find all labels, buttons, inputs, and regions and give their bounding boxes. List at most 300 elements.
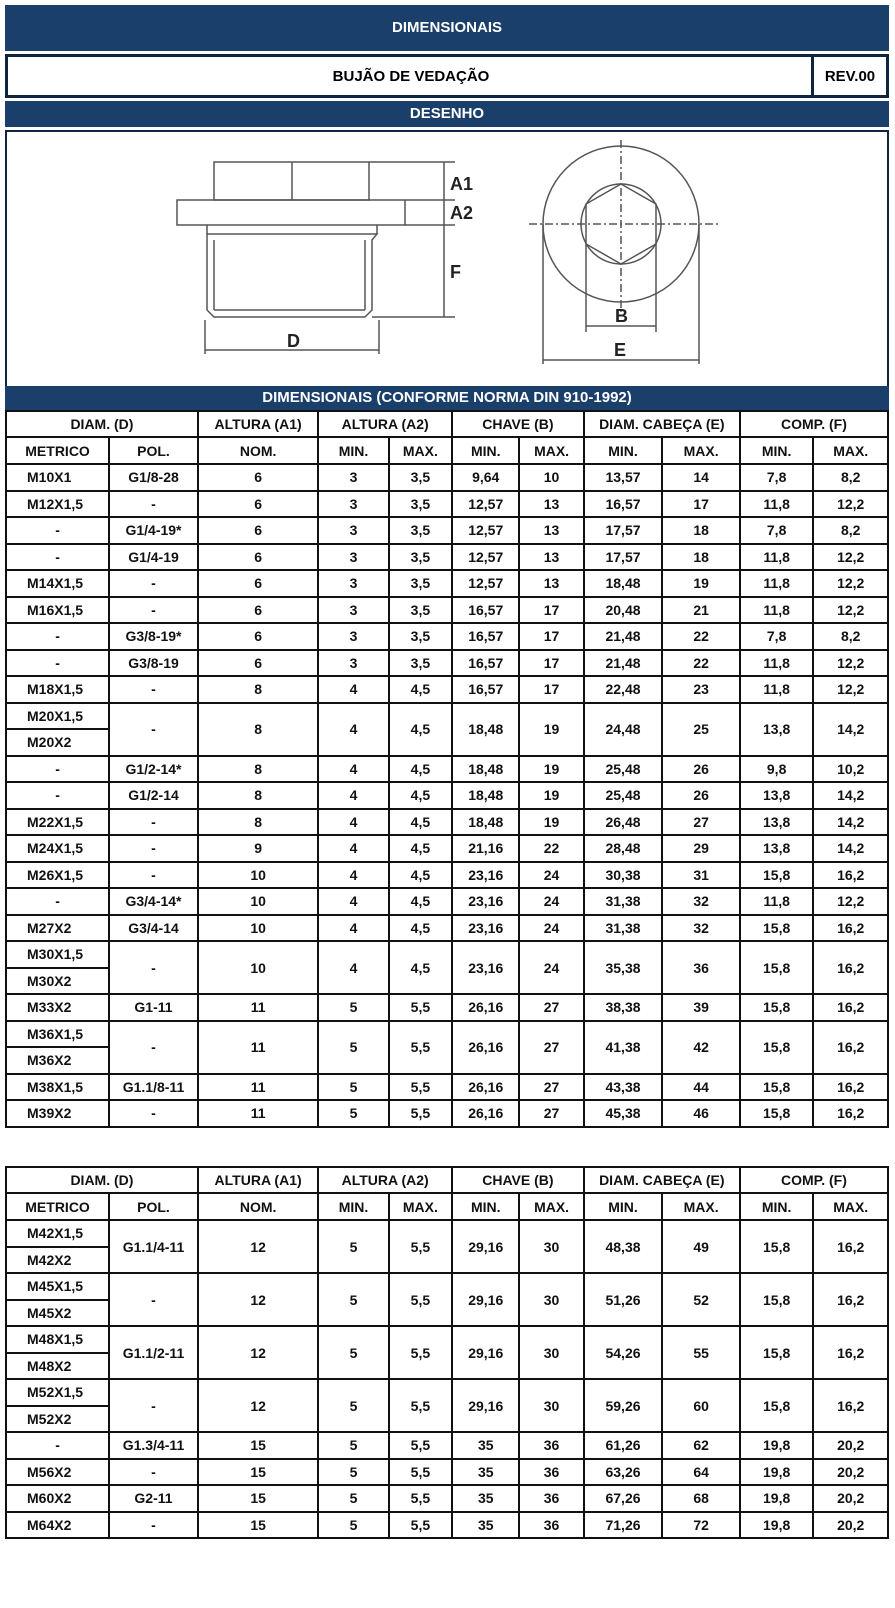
table-row <box>6 544 888 571</box>
metric-cell: - <box>6 756 109 783</box>
column-group-header: ALTURA (A2) <box>318 1167 452 1193</box>
metric-cell: M48X1,5 <box>6 1326 109 1353</box>
metric-cell: M12X1,5 <box>6 491 109 518</box>
fmax-cell: 16,2 <box>813 1100 888 1127</box>
a2max-cell: 3,5 <box>389 544 452 571</box>
metric-cell: M36X1,5 <box>6 1021 109 1048</box>
emax-cell: 19 <box>662 570 740 597</box>
a2max-cell: 3,5 <box>389 491 452 518</box>
fmin-cell: 15,8 <box>740 994 813 1021</box>
metric-cell: M20X2 <box>6 729 109 756</box>
column-group-header: ALTURA (A1) <box>198 411 318 437</box>
a1-cell: 6 <box>198 570 318 597</box>
bmin-cell: 29,16 <box>452 1326 519 1379</box>
bmax-cell: 24 <box>519 888 583 915</box>
a1-cell: 8 <box>198 756 318 783</box>
table-title: DIMENSIONAIS (CONFORME NORMA DIN 910-1992) <box>262 389 632 406</box>
pol-cell: - <box>109 1021 198 1074</box>
column-sub-header: MIN. <box>318 1193 388 1220</box>
bmin-cell: 26,16 <box>452 1074 519 1101</box>
pol-cell: G2-11 <box>109 1485 198 1512</box>
metric-cell: M30X2 <box>6 968 109 995</box>
drawing-band <box>5 101 889 127</box>
metric-cell: M18X1,5 <box>6 676 109 703</box>
product-title-box <box>5 54 889 98</box>
column-group-header: DIAM. (D) <box>6 1167 198 1193</box>
a2min-cell: 4 <box>318 703 388 756</box>
drawing-title: DESENHO <box>409 105 485 122</box>
fmax-cell: 16,2 <box>813 941 888 994</box>
bmin-cell: 12,57 <box>452 517 519 544</box>
label-e: E <box>614 340 627 360</box>
metric-cell: M45X1,5 <box>6 1273 109 1300</box>
a1-cell: 6 <box>198 464 318 491</box>
pol-cell: G3/4-14* <box>109 888 198 915</box>
emin-cell: 59,26 <box>584 1379 663 1432</box>
emin-cell: 22,48 <box>584 676 663 703</box>
column-sub-header: MIN. <box>452 437 519 464</box>
table-row <box>6 1074 888 1101</box>
table-row <box>6 570 888 597</box>
pol-cell: - <box>109 570 198 597</box>
pol-cell: G1/2-14 <box>109 782 198 809</box>
metric-cell: M33X2 <box>6 994 109 1021</box>
bmax-cell: 17 <box>519 623 583 650</box>
a2max-cell: 4,5 <box>389 676 452 703</box>
technical-drawing <box>5 130 889 396</box>
emin-cell: 13,57 <box>584 464 663 491</box>
emin-cell: 17,57 <box>584 544 663 571</box>
bmin-cell: 12,57 <box>452 570 519 597</box>
emax-cell: 29 <box>662 835 740 862</box>
column-sub-header: MIN. <box>584 437 663 464</box>
metric-cell: M24X1,5 <box>6 835 109 862</box>
a2max-cell: 5,5 <box>389 1512 452 1539</box>
label-d: D <box>287 331 300 351</box>
column-sub-header: NOM. <box>198 437 318 464</box>
emin-cell: 38,38 <box>584 994 663 1021</box>
a2min-cell: 5 <box>318 1074 388 1101</box>
a2min-cell: 3 <box>318 517 388 544</box>
a2min-cell: 5 <box>318 994 388 1021</box>
emin-cell: 24,48 <box>584 703 663 756</box>
pol-cell: G3/8-19* <box>109 623 198 650</box>
table-row <box>6 888 888 915</box>
bmin-cell: 23,16 <box>452 862 519 889</box>
fmin-cell: 15,8 <box>740 862 813 889</box>
bmin-cell: 18,48 <box>452 703 519 756</box>
bmin-cell: 12,57 <box>452 491 519 518</box>
fmin-cell: 15,8 <box>740 1220 813 1273</box>
revision-label: REV.00 <box>811 57 886 95</box>
bmin-cell: 23,16 <box>452 941 519 994</box>
bmin-cell: 26,16 <box>452 1100 519 1127</box>
metric-cell: - <box>6 650 109 677</box>
a1-cell: 8 <box>198 809 318 836</box>
table-title-band <box>5 386 889 410</box>
pol-cell: G1/8-28 <box>109 464 198 491</box>
fmax-cell: 16,2 <box>813 1379 888 1432</box>
metric-cell: M36X2 <box>6 1047 109 1074</box>
table-row <box>6 782 888 809</box>
pol-cell: - <box>109 703 198 756</box>
a2min-cell: 4 <box>318 756 388 783</box>
emax-cell: 22 <box>662 623 740 650</box>
bmax-cell: 30 <box>519 1326 583 1379</box>
fmin-cell: 15,8 <box>740 915 813 942</box>
fmin-cell: 13,8 <box>740 835 813 862</box>
bmax-cell: 27 <box>519 1021 583 1074</box>
column-sub-header: MAX. <box>519 1193 583 1220</box>
pol-cell: - <box>109 1273 198 1326</box>
emin-cell: 41,38 <box>584 1021 663 1074</box>
pol-cell: - <box>109 1100 198 1127</box>
column-sub-header: POL. <box>109 437 198 464</box>
column-sub-header: MAX. <box>389 437 452 464</box>
fmin-cell: 11,8 <box>740 491 813 518</box>
fmax-cell: 16,2 <box>813 1326 888 1379</box>
pol-cell: G1.3/4-11 <box>109 1432 198 1459</box>
a1-cell: 9 <box>198 835 318 862</box>
fmin-cell: 15,8 <box>740 1273 813 1326</box>
bmax-cell: 36 <box>519 1432 583 1459</box>
a1-cell: 6 <box>198 650 318 677</box>
pol-cell: G1.1/8-11 <box>109 1074 198 1101</box>
table-row <box>6 756 888 783</box>
column-group-header: CHAVE (B) <box>452 1167 584 1193</box>
bmin-cell: 29,16 <box>452 1273 519 1326</box>
table-row <box>6 1021 888 1048</box>
fmax-cell: 16,2 <box>813 915 888 942</box>
fmax-cell: 12,2 <box>813 650 888 677</box>
column-sub-header: MAX. <box>662 437 740 464</box>
fmax-cell: 12,2 <box>813 544 888 571</box>
product-name: BUJÃO DE VEDAÇÃO <box>332 67 490 85</box>
emin-cell: 25,48 <box>584 756 663 783</box>
a2max-cell: 4,5 <box>389 941 452 994</box>
a1-cell: 10 <box>198 862 318 889</box>
bmax-cell: 30 <box>519 1379 583 1432</box>
column-group-header: DIAM. (D) <box>6 411 198 437</box>
a2min-cell: 4 <box>318 915 388 942</box>
pol-cell: G3/8-19 <box>109 650 198 677</box>
bmax-cell: 27 <box>519 1100 583 1127</box>
bmin-cell: 16,57 <box>452 597 519 624</box>
bmin-cell: 26,16 <box>452 994 519 1021</box>
table-row <box>6 1432 888 1459</box>
emax-cell: 60 <box>662 1379 740 1432</box>
emin-cell: 63,26 <box>584 1459 663 1486</box>
column-sub-header: METRICO <box>6 1193 109 1220</box>
a2min-cell: 4 <box>318 941 388 994</box>
table-row <box>6 994 888 1021</box>
metric-cell: M27X2 <box>6 915 109 942</box>
pol-cell: G1/4-19* <box>109 517 198 544</box>
emin-cell: 35,38 <box>584 941 663 994</box>
column-sub-header-row <box>6 437 888 464</box>
bmax-cell: 30 <box>519 1273 583 1326</box>
table-row <box>6 862 888 889</box>
emin-cell: 31,38 <box>584 888 663 915</box>
fmin-cell: 11,8 <box>740 570 813 597</box>
fmin-cell: 15,8 <box>740 1379 813 1432</box>
column-sub-header: MAX. <box>662 1193 740 1220</box>
fmax-cell: 16,2 <box>813 1220 888 1273</box>
a2max-cell: 4,5 <box>389 835 452 862</box>
emax-cell: 64 <box>662 1459 740 1486</box>
emin-cell: 21,48 <box>584 650 663 677</box>
pol-cell: - <box>109 597 198 624</box>
fmax-cell: 12,2 <box>813 676 888 703</box>
emax-cell: 18 <box>662 544 740 571</box>
dimensions-table-2 <box>5 1166 889 1539</box>
a1-cell: 11 <box>198 1021 318 1074</box>
emax-cell: 46 <box>662 1100 740 1127</box>
emax-cell: 27 <box>662 809 740 836</box>
pol-cell: - <box>109 1459 198 1486</box>
pol-cell: - <box>109 941 198 994</box>
a2min-cell: 4 <box>318 782 388 809</box>
fmax-cell: 14,2 <box>813 782 888 809</box>
emin-cell: 30,38 <box>584 862 663 889</box>
a1-cell: 15 <box>198 1432 318 1459</box>
a2max-cell: 4,5 <box>389 756 452 783</box>
emax-cell: 21 <box>662 597 740 624</box>
emax-cell: 62 <box>662 1432 740 1459</box>
a2max-cell: 4,5 <box>389 782 452 809</box>
bmax-cell: 36 <box>519 1512 583 1539</box>
bmax-cell: 36 <box>519 1459 583 1486</box>
fmin-cell: 11,8 <box>740 650 813 677</box>
pol-cell: - <box>109 491 198 518</box>
column-sub-header: MIN. <box>318 437 388 464</box>
bmax-cell: 24 <box>519 862 583 889</box>
fmin-cell: 13,8 <box>740 782 813 809</box>
table-row <box>6 835 888 862</box>
emax-cell: 25 <box>662 703 740 756</box>
a2max-cell: 5,5 <box>389 1326 452 1379</box>
a2min-cell: 5 <box>318 1459 388 1486</box>
fmin-cell: 19,8 <box>740 1485 813 1512</box>
a2min-cell: 5 <box>318 1512 388 1539</box>
pol-cell: G3/4-14 <box>109 915 198 942</box>
pol-cell: - <box>109 862 198 889</box>
a1-cell: 6 <box>198 491 318 518</box>
metric-cell: M52X1,5 <box>6 1379 109 1406</box>
a2max-cell: 4,5 <box>389 888 452 915</box>
metric-cell: M30X1,5 <box>6 941 109 968</box>
bmin-cell: 26,16 <box>452 1021 519 1074</box>
bmin-cell: 9,64 <box>452 464 519 491</box>
fmin-cell: 19,8 <box>740 1432 813 1459</box>
label-a2: A2 <box>450 203 474 223</box>
emax-cell: 32 <box>662 888 740 915</box>
fmin-cell: 15,8 <box>740 1021 813 1074</box>
a2min-cell: 5 <box>318 1100 388 1127</box>
bmax-cell: 13 <box>519 491 583 518</box>
emax-cell: 26 <box>662 782 740 809</box>
bmax-cell: 19 <box>519 703 583 756</box>
a2min-cell: 4 <box>318 888 388 915</box>
a1-cell: 6 <box>198 597 318 624</box>
a1-cell: 10 <box>198 915 318 942</box>
fmax-cell: 16,2 <box>813 1021 888 1074</box>
emin-cell: 71,26 <box>584 1512 663 1539</box>
bmin-cell: 12,57 <box>452 544 519 571</box>
bmin-cell: 35 <box>452 1512 519 1539</box>
fmax-cell: 12,2 <box>813 888 888 915</box>
thread-body-shape <box>207 234 377 317</box>
a2min-cell: 3 <box>318 544 388 571</box>
emin-cell: 48,38 <box>584 1220 663 1273</box>
emax-cell: 32 <box>662 915 740 942</box>
column-group-header: ALTURA (A2) <box>318 411 452 437</box>
a2max-cell: 4,5 <box>389 915 452 942</box>
emax-cell: 17 <box>662 491 740 518</box>
a2min-cell: 5 <box>318 1220 388 1273</box>
bmax-cell: 22 <box>519 835 583 862</box>
a2min-cell: 4 <box>318 809 388 836</box>
table-row <box>6 915 888 942</box>
a2max-cell: 5,5 <box>389 1100 452 1127</box>
emax-cell: 31 <box>662 862 740 889</box>
metric-cell: M10X1 <box>6 464 109 491</box>
column-group-header: ALTURA (A1) <box>198 1167 318 1193</box>
emax-cell: 55 <box>662 1326 740 1379</box>
table-row <box>6 650 888 677</box>
fmin-cell: 7,8 <box>740 517 813 544</box>
fmin-cell: 11,8 <box>740 544 813 571</box>
a1-cell: 11 <box>198 1074 318 1101</box>
column-sub-header: POL. <box>109 1193 198 1220</box>
a2max-cell: 5,5 <box>389 1074 452 1101</box>
pol-cell: - <box>109 809 198 836</box>
bmin-cell: 18,48 <box>452 756 519 783</box>
bmax-cell: 17 <box>519 676 583 703</box>
fmax-cell: 16,2 <box>813 994 888 1021</box>
a2max-cell: 4,5 <box>389 703 452 756</box>
metric-cell: M22X1,5 <box>6 809 109 836</box>
a2min-cell: 5 <box>318 1485 388 1512</box>
emin-cell: 61,26 <box>584 1432 663 1459</box>
bmin-cell: 16,57 <box>452 650 519 677</box>
fmax-cell: 14,2 <box>813 809 888 836</box>
a2max-cell: 3,5 <box>389 570 452 597</box>
bmin-cell: 16,57 <box>452 623 519 650</box>
a1-cell: 8 <box>198 782 318 809</box>
fmin-cell: 11,8 <box>740 597 813 624</box>
bmax-cell: 10 <box>519 464 583 491</box>
a1-cell: 6 <box>198 544 318 571</box>
a2max-cell: 4,5 <box>389 862 452 889</box>
pol-cell: G1/2-14* <box>109 756 198 783</box>
bmin-cell: 35 <box>452 1485 519 1512</box>
bmax-cell: 24 <box>519 915 583 942</box>
table-row <box>6 1379 888 1406</box>
column-group-header: DIAM. CABEÇA (E) <box>584 411 740 437</box>
fmax-cell: 8,2 <box>813 464 888 491</box>
fmax-cell: 16,2 <box>813 1074 888 1101</box>
bmax-cell: 13 <box>519 544 583 571</box>
fmin-cell: 11,8 <box>740 888 813 915</box>
table-row <box>6 1100 888 1127</box>
column-sub-header: MIN. <box>584 1193 663 1220</box>
fmax-cell: 20,2 <box>813 1485 888 1512</box>
bmax-cell: 36 <box>519 1485 583 1512</box>
a2max-cell: 5,5 <box>389 1220 452 1273</box>
a1-cell: 8 <box>198 703 318 756</box>
bmax-cell: 19 <box>519 809 583 836</box>
fmin-cell: 13,8 <box>740 809 813 836</box>
a2max-cell: 5,5 <box>389 994 452 1021</box>
a2max-cell: 5,5 <box>389 1459 452 1486</box>
table-row <box>6 597 888 624</box>
a2max-cell: 5,5 <box>389 1485 452 1512</box>
column-sub-header-row <box>6 1193 888 1220</box>
table-row <box>6 1220 888 1247</box>
column-sub-header: MIN. <box>740 1193 813 1220</box>
a2min-cell: 3 <box>318 464 388 491</box>
column-sub-header: MAX. <box>813 437 888 464</box>
column-group-header: COMP. (F) <box>740 1167 888 1193</box>
emin-cell: 51,26 <box>584 1273 663 1326</box>
fmax-cell: 16,2 <box>813 862 888 889</box>
table-row <box>6 703 888 730</box>
emin-cell: 20,48 <box>584 597 663 624</box>
emax-cell: 14 <box>662 464 740 491</box>
emin-cell: 31,38 <box>584 915 663 942</box>
emax-cell: 18 <box>662 517 740 544</box>
metric-cell: - <box>6 517 109 544</box>
emin-cell: 43,38 <box>584 1074 663 1101</box>
fmax-cell: 14,2 <box>813 835 888 862</box>
emax-cell: 23 <box>662 676 740 703</box>
fmin-cell: 15,8 <box>740 941 813 994</box>
metric-cell: - <box>6 544 109 571</box>
table-row <box>6 1485 888 1512</box>
column-sub-header: MIN. <box>452 1193 519 1220</box>
bmax-cell: 13 <box>519 570 583 597</box>
a2min-cell: 3 <box>318 623 388 650</box>
bmax-cell: 24 <box>519 941 583 994</box>
fmax-cell: 12,2 <box>813 491 888 518</box>
table-row <box>6 1273 888 1300</box>
dimensions-table-1 <box>5 410 889 1128</box>
column-group-header: CHAVE (B) <box>452 411 584 437</box>
fmin-cell: 11,8 <box>740 676 813 703</box>
metric-cell: M26X1,5 <box>6 862 109 889</box>
column-sub-header: METRICO <box>6 437 109 464</box>
a1-cell: 11 <box>198 1100 318 1127</box>
a2max-cell: 5,5 <box>389 1379 452 1432</box>
emin-cell: 21,48 <box>584 623 663 650</box>
fmin-cell: 19,8 <box>740 1459 813 1486</box>
a2min-cell: 3 <box>318 570 388 597</box>
emax-cell: 39 <box>662 994 740 1021</box>
a2max-cell: 3,5 <box>389 623 452 650</box>
table-row <box>6 491 888 518</box>
column-sub-header: NOM. <box>198 1193 318 1220</box>
a2min-cell: 4 <box>318 835 388 862</box>
metric-cell: M56X2 <box>6 1459 109 1486</box>
collar-shape <box>177 200 405 225</box>
a2min-cell: 5 <box>318 1379 388 1432</box>
table-row <box>6 517 888 544</box>
header-band <box>5 5 889 51</box>
pol-cell: G1-11 <box>109 994 198 1021</box>
emax-cell: 36 <box>662 941 740 994</box>
emin-cell: 16,57 <box>584 491 663 518</box>
